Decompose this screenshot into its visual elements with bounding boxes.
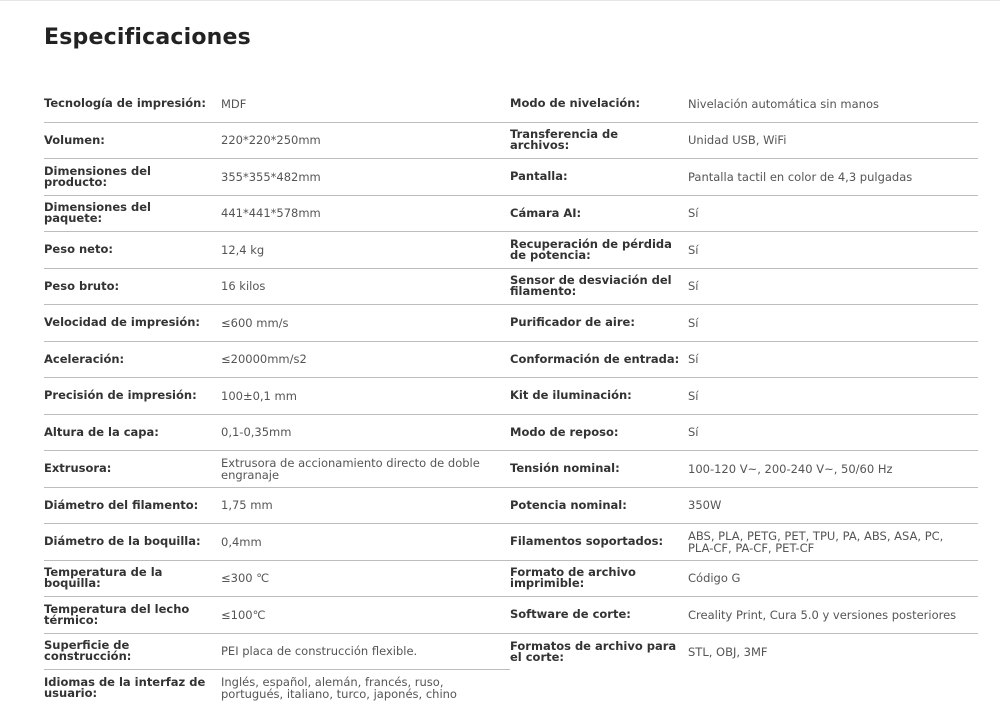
spec-row bbox=[44, 634, 510, 671]
spec-label: Cámara AI: bbox=[510, 205, 582, 220]
spec-row bbox=[510, 305, 978, 342]
spec-value: 350W bbox=[688, 498, 722, 513]
spec-value: 1,75 mm bbox=[221, 498, 273, 513]
spec-row bbox=[44, 561, 510, 598]
spec-value: Pantalla tactil en color de 4,3 pulgadas bbox=[688, 169, 913, 184]
spec-value: 100-120 V~, 200-240 V~, 50/60 Hz bbox=[688, 461, 893, 476]
spec-value: 0,4mm bbox=[221, 534, 262, 549]
spec-value: ≤100℃ bbox=[221, 607, 266, 622]
spec-row bbox=[44, 597, 510, 634]
spec-row bbox=[44, 305, 510, 342]
spec-value: Sí bbox=[688, 242, 699, 257]
spec-row bbox=[510, 597, 978, 634]
spec-row bbox=[44, 342, 510, 379]
spec-row bbox=[44, 378, 510, 415]
spec-label: Superficie de construcción: bbox=[44, 638, 132, 664]
spec-label: Sensor de desviación del filamento: bbox=[510, 273, 672, 299]
spec-label: Temperatura del lecho térmico: bbox=[44, 601, 190, 627]
spec-row bbox=[44, 159, 510, 196]
spec-value: STL, OBJ, 3MF bbox=[688, 644, 768, 659]
spec-label: Modo de nivelación: bbox=[510, 96, 641, 111]
spec-row bbox=[510, 123, 978, 160]
spec-value: Sí bbox=[688, 279, 699, 294]
spec-label: Kit de iluminación: bbox=[510, 388, 632, 403]
spec-row bbox=[44, 488, 510, 525]
spec-label: Transferencia de archivos: bbox=[510, 127, 619, 153]
spec-value: Creality Print, Cura 5.0 y versiones posteriores bbox=[688, 607, 957, 622]
top-divider bbox=[0, 0, 1000, 1]
spec-row bbox=[510, 561, 978, 598]
spec-label: Diámetro del filamento: bbox=[44, 497, 199, 512]
spec-row bbox=[510, 378, 978, 415]
spec-value: Extrusora de accionamiento directo de doble engranaje bbox=[221, 455, 480, 482]
spec-row bbox=[510, 232, 978, 269]
spec-value: 12,4 kg bbox=[221, 242, 265, 257]
spec-row bbox=[44, 269, 510, 306]
spec-label: Formato de archivo imprimible: bbox=[510, 565, 636, 591]
spec-label: Volumen: bbox=[44, 132, 105, 147]
page-title: Especificaciones bbox=[44, 25, 251, 50]
spec-value: 100±0,1 mm bbox=[221, 388, 297, 403]
spec-value: ≤300 ℃ bbox=[221, 571, 270, 586]
spec-row bbox=[510, 86, 978, 123]
spec-value: Código G bbox=[688, 571, 741, 586]
spec-value: 441*441*578mm bbox=[221, 206, 321, 221]
spec-row bbox=[510, 196, 978, 233]
spec-value: Sí bbox=[688, 315, 699, 330]
spec-value: ABS, PLA, PETG, PET, TPU, PA, ABS, ASA, PC, PLA-CF, PA-CF, PET-CF bbox=[688, 528, 944, 555]
spec-label: Temperatura de la boquilla: bbox=[44, 565, 163, 591]
specs-right-column bbox=[510, 86, 978, 670]
spec-row bbox=[44, 415, 510, 452]
spec-row bbox=[44, 670, 510, 707]
spec-label: Peso neto: bbox=[44, 242, 113, 257]
spec-label: Extrusora: bbox=[44, 461, 112, 476]
spec-value: Inglés, español, alemán, francés, ruso, portugués, italiano, turco, japonés, chino bbox=[221, 675, 457, 702]
spec-label: Purificador de aire: bbox=[510, 315, 635, 330]
spec-value: ≤20000mm/s2 bbox=[221, 352, 307, 367]
spec-row bbox=[510, 342, 978, 379]
spec-label: Potencia nominal: bbox=[510, 497, 627, 512]
spec-label: Dimensiones del producto: bbox=[44, 163, 151, 189]
spec-row bbox=[510, 488, 978, 525]
spec-row bbox=[510, 269, 978, 306]
spec-label: Pantalla: bbox=[510, 169, 568, 184]
spec-value: Sí bbox=[688, 425, 699, 440]
spec-row bbox=[510, 159, 978, 196]
spec-label: Precisión de impresión: bbox=[44, 388, 197, 403]
spec-value: Sí bbox=[688, 206, 699, 221]
spec-label: Aceleración: bbox=[44, 351, 125, 366]
spec-value: Sí bbox=[688, 352, 699, 367]
spec-row bbox=[44, 524, 510, 561]
spec-label: Tensión nominal: bbox=[510, 461, 620, 476]
spec-value: MDF bbox=[221, 96, 247, 111]
spec-row bbox=[44, 451, 510, 488]
spec-value: 0,1-0,35mm bbox=[221, 425, 292, 440]
spec-label: Dimensiones del paquete: bbox=[44, 200, 151, 226]
spec-row bbox=[510, 524, 978, 561]
spec-label: Velocidad de impresión: bbox=[44, 315, 201, 330]
spec-row bbox=[44, 232, 510, 269]
spec-label: Peso bruto: bbox=[44, 278, 120, 293]
spec-value: Unidad USB, WiFi bbox=[688, 133, 787, 148]
spec-value: 355*355*482mm bbox=[221, 169, 321, 184]
spec-label: Filamentos soportados: bbox=[510, 534, 664, 549]
spec-value: 220*220*250mm bbox=[221, 133, 321, 148]
spec-label: Modo de reposo: bbox=[510, 424, 619, 439]
spec-row bbox=[44, 86, 510, 123]
spec-label: Altura de la capa: bbox=[44, 424, 159, 439]
spec-label: Idiomas de la interfaz de usuario: bbox=[44, 675, 206, 701]
spec-row bbox=[510, 451, 978, 488]
spec-label: Tecnología de impresión: bbox=[44, 96, 206, 111]
spec-label: Diámetro de la boquilla: bbox=[44, 534, 201, 549]
spec-label: Software de corte: bbox=[510, 607, 631, 622]
spec-row bbox=[510, 415, 978, 452]
spec-value: Nivelación automática sin manos bbox=[688, 96, 879, 111]
spec-value: Sí bbox=[688, 388, 699, 403]
spec-row bbox=[44, 123, 510, 160]
spec-value: 16 kilos bbox=[221, 279, 266, 294]
specs-left-column bbox=[44, 86, 510, 707]
spec-value: ≤600 mm/s bbox=[221, 315, 289, 330]
spec-label: Formatos de archivo para el corte: bbox=[510, 638, 677, 664]
spec-label: Conformación de entrada: bbox=[510, 351, 680, 366]
spec-label: Recuperación de pérdida de potencia: bbox=[510, 236, 672, 262]
spec-value: PEI placa de construcción flexible. bbox=[221, 644, 418, 659]
spec-row bbox=[44, 196, 510, 233]
spec-row bbox=[510, 634, 978, 671]
